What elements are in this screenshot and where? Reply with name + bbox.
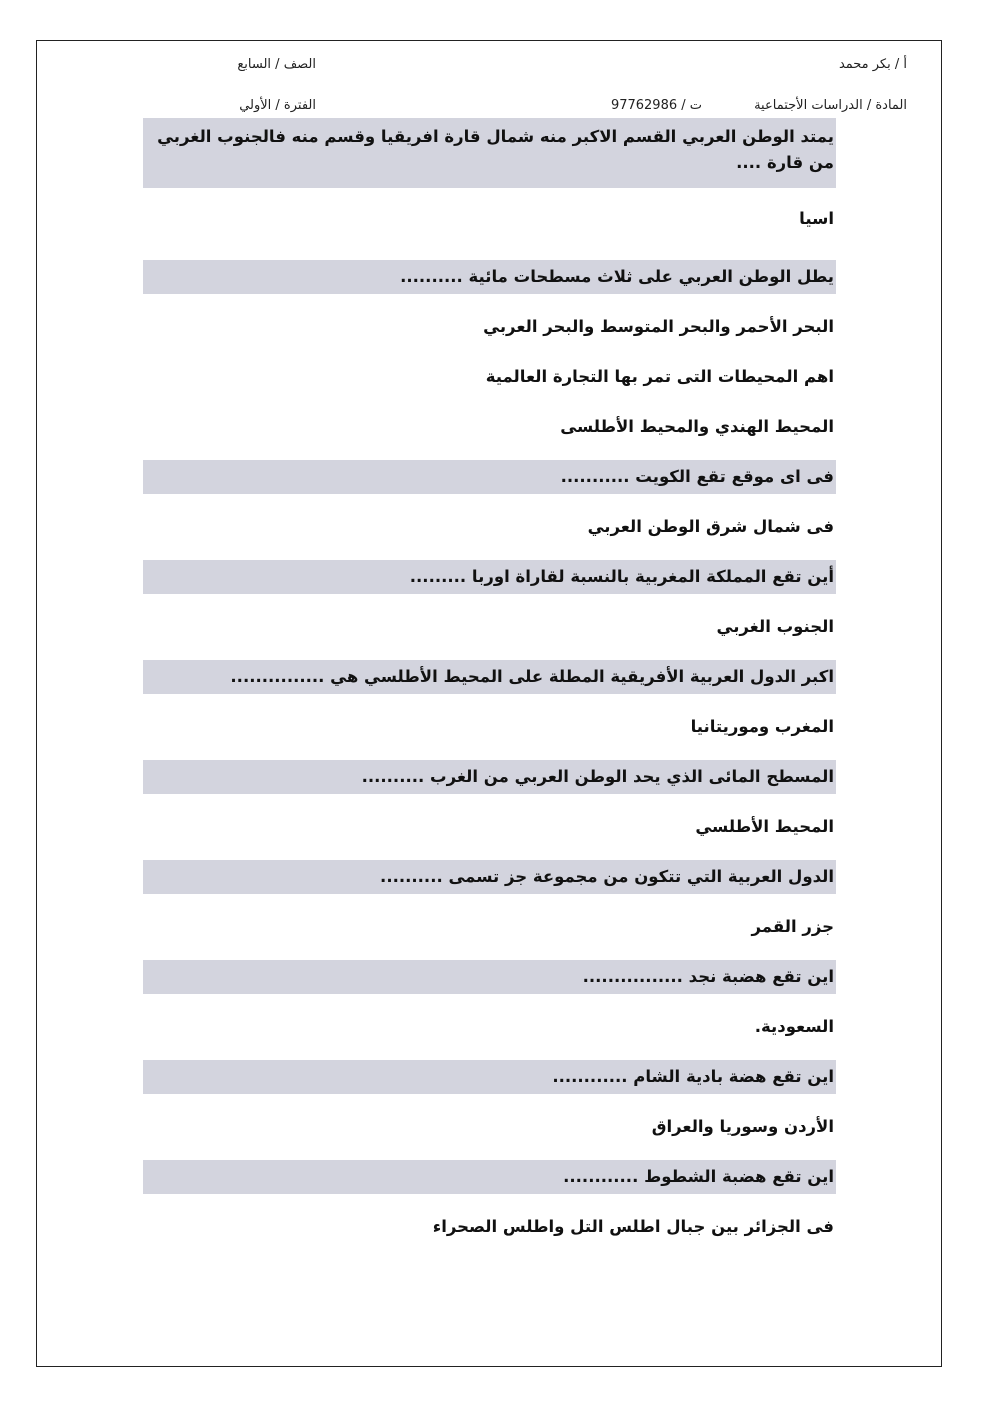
question-5: فى اى موقع تقع الكويت ...........: [143, 460, 836, 494]
answer-2: البحر الأحمر والبحر المتوسط والبحر العربي: [483, 317, 834, 336]
answer-1: اسيا: [799, 209, 834, 228]
subject-label: المادة / الدراسات الأجتماعية: [754, 98, 907, 113]
grade-label: الصف / السابع: [237, 57, 316, 72]
answer-12: فى الجزائر بين جبال اطلس التل واطلس الصحراء: [432, 1217, 834, 1236]
question-1: يمتد الوطن العربي القسم الاكبر منه شمال قارة افريقيا وقسم منه فالجنوب الغربي من قارة ....: [143, 118, 836, 188]
question-11: اين تقع هضة بادية الشام ............: [143, 1060, 836, 1094]
answer-10: السعودية.: [754, 1017, 834, 1036]
question-7: اكبر الدول العربية الأفريقية المطلة على المحيط الأطلسي هي ...............: [143, 660, 836, 694]
answer-9: جزر القمر: [751, 917, 834, 936]
teacher-name: أ / بكر محمد: [838, 57, 907, 72]
question-2: يطل الوطن العربي على ثلاث مسطحات مائية ..........: [143, 260, 836, 294]
question-9: الدول العربية التي تتكون من مجموعة جز تسمى ..........: [143, 860, 836, 894]
answer-11: الأردن وسوريا والعراق: [651, 1117, 834, 1136]
question-12: اين تقع هضبة الشطوط ............: [143, 1160, 836, 1194]
answer-5: فى شمال شرق الوطن العربي: [587, 517, 834, 536]
question-8: المسطح المائى الذي يحد الوطن العربي من الغرب ..........: [143, 760, 836, 794]
question-6: أين تقع المملكة المغربية بالنسبة لقاراة اوربا .........: [143, 560, 836, 594]
answer-8: المحيط الأطلسي: [695, 817, 834, 836]
question-10: اين تقع هضبة نجد ................: [143, 960, 836, 994]
term-label: الفترة / الأولي: [239, 98, 316, 113]
phone-label: ت / 97762986: [610, 98, 702, 113]
worksheet-content: [143, 118, 836, 1244]
answer-3: اهم المحيطات التى تمر بها التجارة العالمية: [485, 367, 834, 386]
answer-4: المحيط الهندي والمحيط الأطلسى: [560, 417, 834, 436]
answer-7: المغرب وموريتانيا: [690, 717, 834, 736]
answer-6: الجنوب الغربي: [716, 617, 834, 636]
